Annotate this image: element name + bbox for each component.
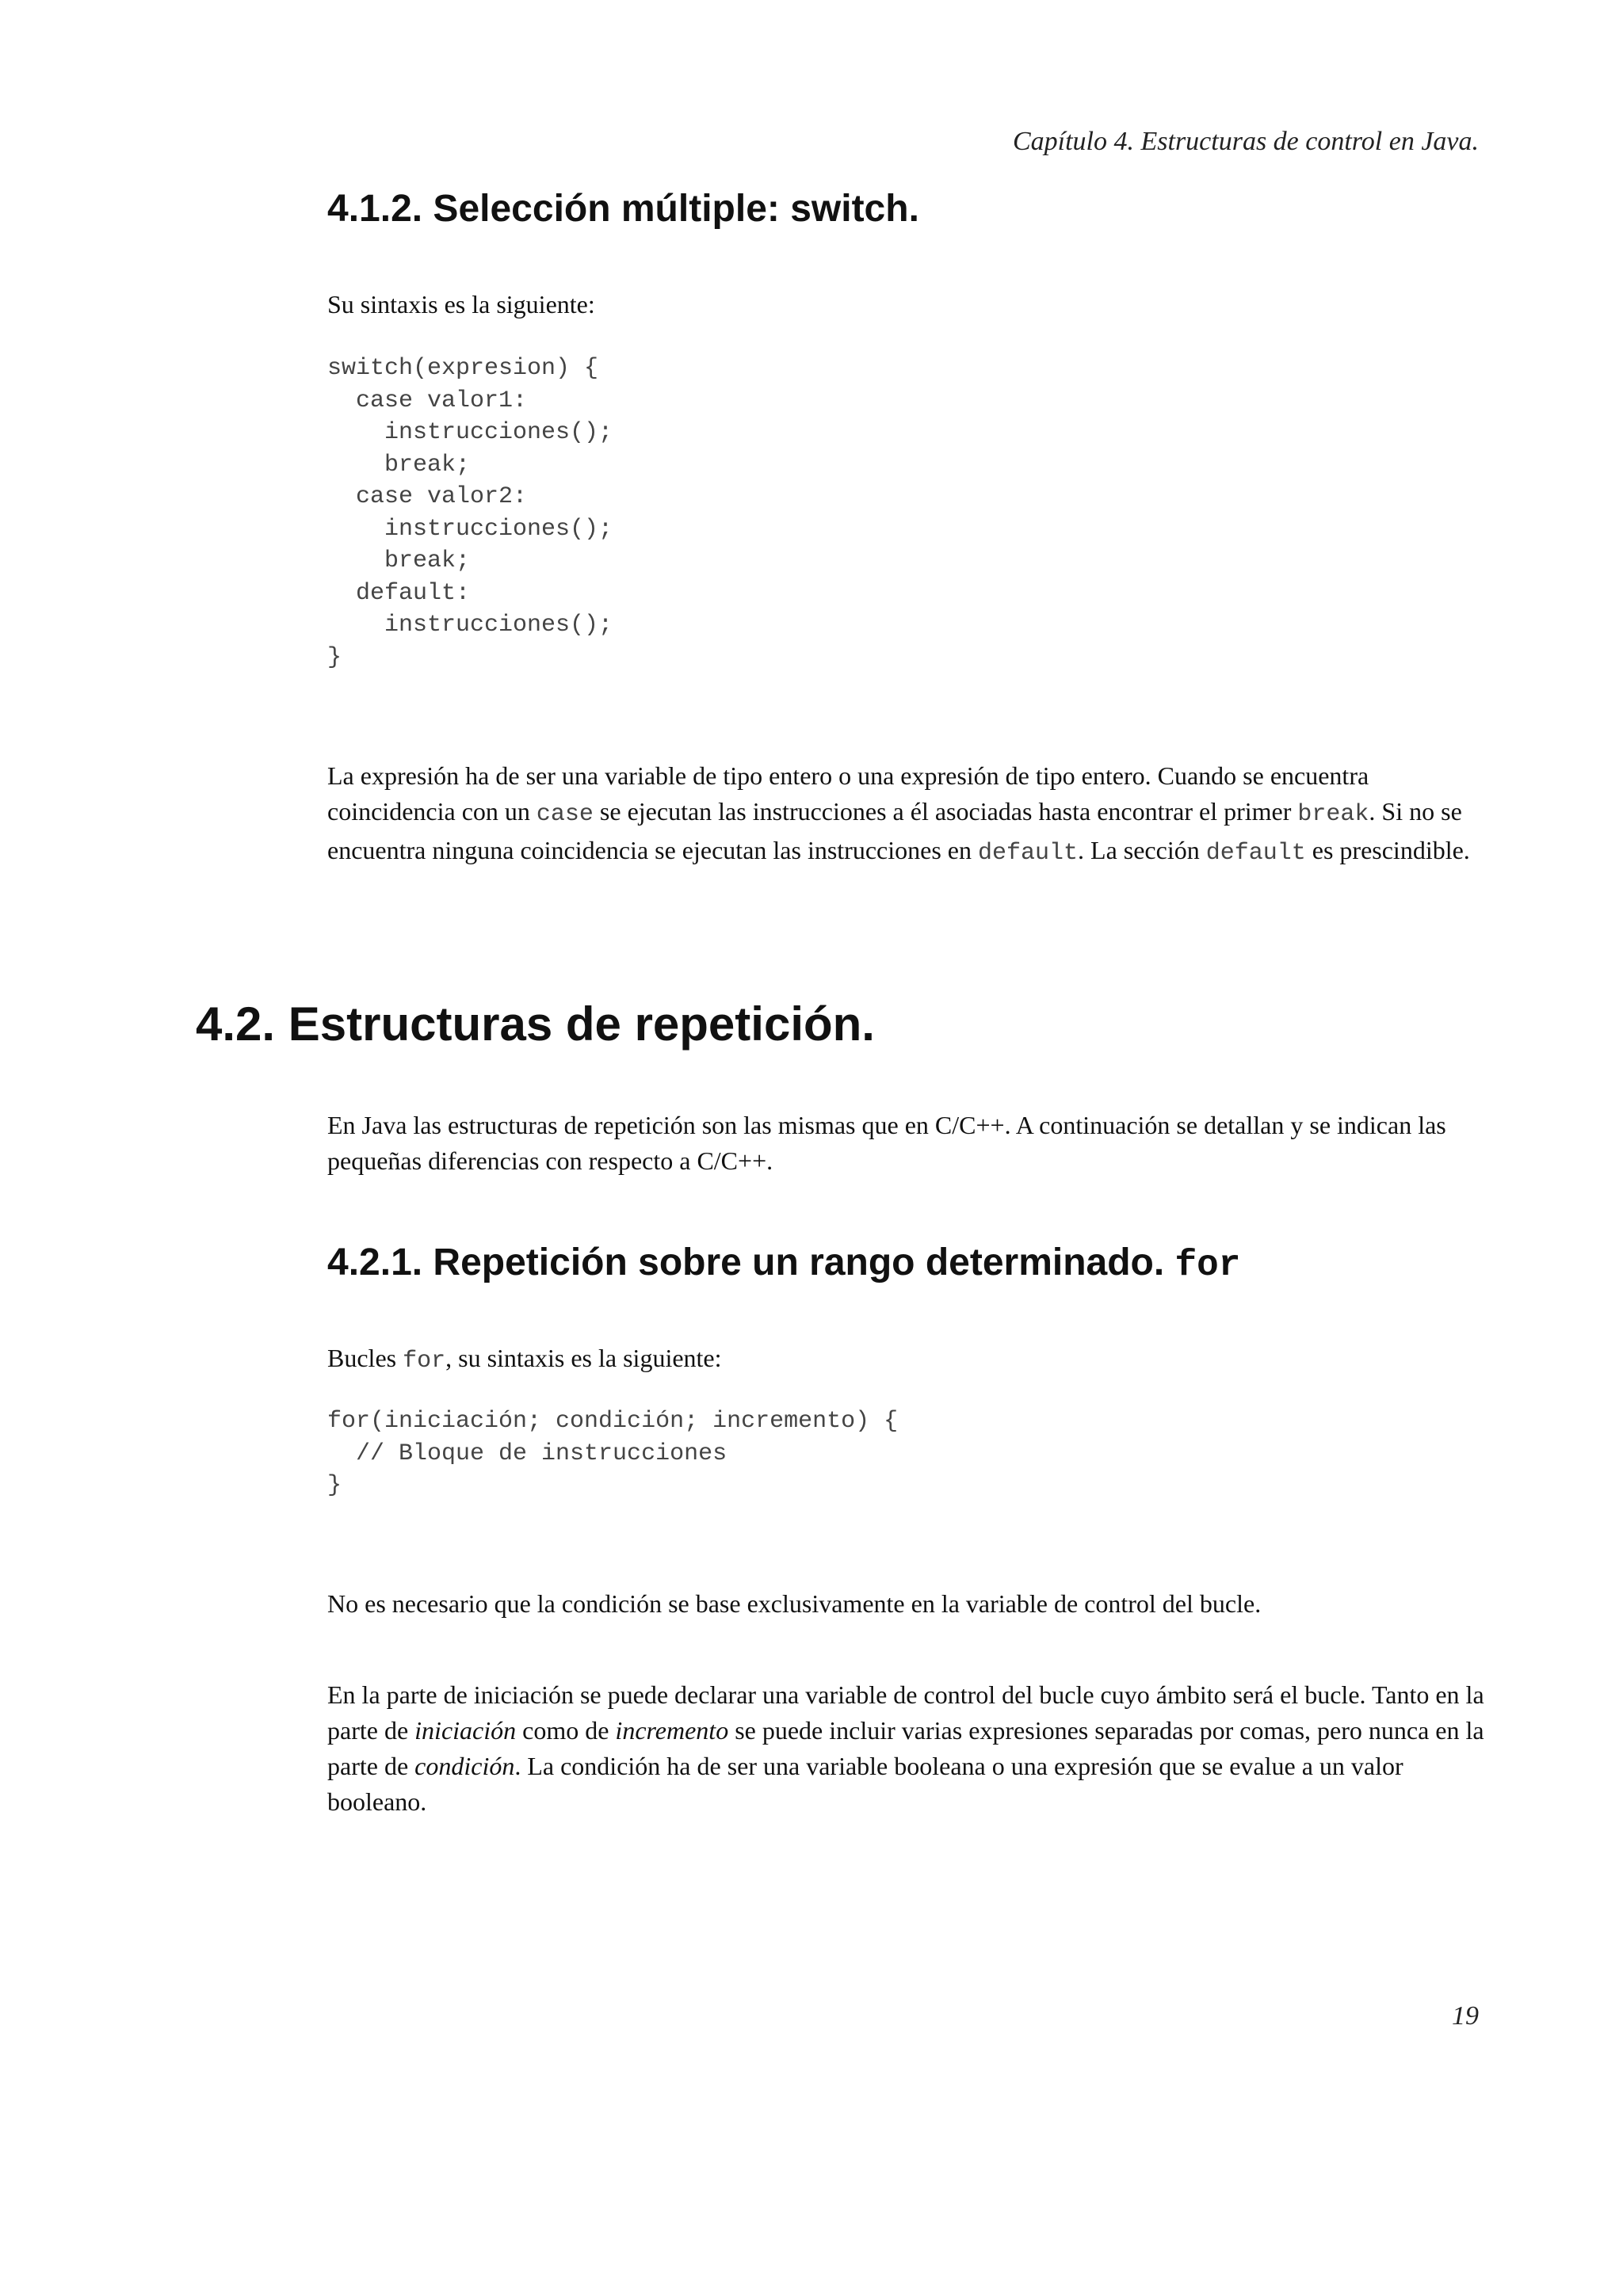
heading-code-for: for	[1174, 1245, 1241, 1286]
inline-code-default: default	[1205, 840, 1306, 867]
code-line: case valor2:	[327, 483, 528, 510]
code-line: for(iniciación; condición; incremento) {	[327, 1408, 899, 1435]
code-line: instrucciones();	[327, 612, 613, 639]
text-run: , su sintaxis es la siguiente:	[445, 1344, 722, 1372]
text-run: es prescindible.	[1305, 836, 1470, 864]
code-line: instrucciones();	[327, 515, 613, 543]
text-run: . La condición ha de ser una variable booleana o una expresión que se evalue a un valor booleano.	[327, 1752, 1403, 1816]
code-line: }	[327, 643, 342, 671]
text-run: . La sección	[1078, 836, 1206, 864]
for-detail-paragraph	[327, 1677, 1484, 1820]
text-run: se puede incluir varias expresiones separadas por comas, pero nunca en la parte de	[327, 1716, 1484, 1780]
section-heading-4-1-2: 4.1.2. Selección múltiple: switch.	[327, 188, 919, 230]
text-run: . Si no se encuentra ninguna coincidencia se ejecutan las instrucciones en	[327, 797, 1462, 864]
code-line: switch(expresion) {	[327, 355, 599, 382]
switch-code-block	[327, 353, 613, 673]
section-heading-4-2-1	[327, 1241, 1240, 1286]
inline-code-default: default	[977, 840, 1079, 867]
emphasis-iniciacion: iniciación	[414, 1716, 517, 1745]
for-condition-note: No es necesario que la condición se base exclusivamente en la variable de control del bucle.	[327, 1589, 1262, 1618]
section-heading-4-2: 4.2. Estructuras de repetición.	[196, 997, 875, 1051]
repetition-intro-paragraph: En Java las estructuras de repetición son las mismas que en C/C++. A continuación se detallan y se indican las pequeñas diferencias con respecto a C/C++.	[327, 1111, 1446, 1175]
for-code-block	[327, 1405, 898, 1502]
text-run: se ejecutan las instrucciones a él asociadas hasta encontrar el primer	[593, 797, 1298, 826]
heading-text: 4.2.1. Repetición sobre un rango determinado.	[327, 1241, 1175, 1283]
inline-code-case: case	[536, 801, 594, 828]
inline-code-break: break	[1297, 801, 1369, 828]
code-line: instrucciones();	[327, 419, 613, 446]
text-run: Bucles	[327, 1344, 403, 1372]
inline-code-for: for	[403, 1348, 446, 1375]
code-line: // Bloque de instrucciones	[327, 1440, 727, 1467]
code-line: break;	[327, 547, 471, 574]
switch-intro-text: Su sintaxis es la siguiente:	[327, 290, 595, 318]
for-intro-text	[327, 1341, 1484, 1379]
text-run: La expresión ha de ser una variable de tipo entero o una expresión de tipo entero. Cuando se encuentra coincidencia con un	[327, 761, 1369, 826]
running-header: Capítulo 4. Estructuras de control en Java.	[1012, 127, 1479, 156]
emphasis-condicion: condición	[414, 1752, 515, 1780]
text-run: En la parte de iniciación se puede declarar una variable de control del bucle cuyo ámbito será el bucle. Tanto en la parte de	[327, 1680, 1484, 1745]
switch-explanation-paragraph	[327, 758, 1484, 871]
emphasis-incremento: incremento	[615, 1716, 729, 1745]
page-number: 19	[1452, 2001, 1479, 2031]
text-run: como de	[516, 1716, 616, 1745]
code-line: }	[327, 1472, 342, 1499]
code-line: break;	[327, 451, 471, 479]
code-line: default:	[327, 579, 471, 607]
code-line: case valor1:	[327, 387, 528, 414]
